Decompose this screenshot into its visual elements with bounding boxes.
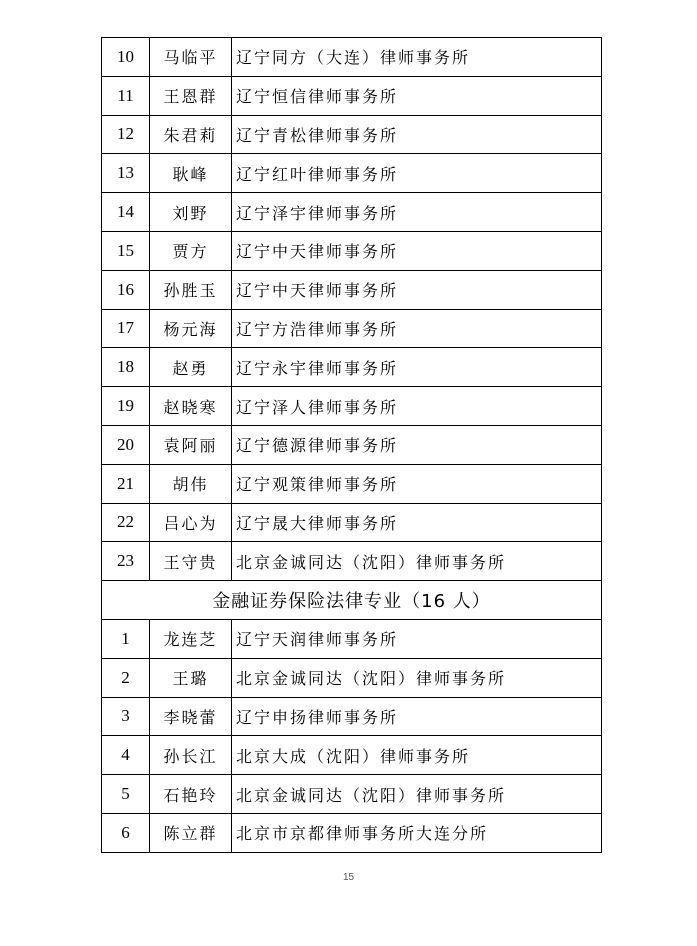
- law-firm: 辽宁泽人律师事务所: [232, 387, 602, 426]
- lawyer-name: 吕心为: [150, 503, 232, 542]
- table-row: [102, 542, 602, 581]
- law-firm: 辽宁晟大律师事务所: [232, 503, 602, 542]
- table-row: [102, 775, 602, 814]
- law-firm: 北京市京都律师事务所大连分所: [232, 813, 602, 852]
- row-number: 15: [102, 231, 150, 270]
- law-firm: 辽宁观策律师事务所: [232, 464, 602, 503]
- lawyer-name: 胡伟: [150, 464, 232, 503]
- table-row: [102, 697, 602, 736]
- lawyer-name: 陈立群: [150, 813, 232, 852]
- table-row: [102, 464, 602, 503]
- row-number: 5: [102, 775, 150, 814]
- row-number: 12: [102, 115, 150, 154]
- row-number: 16: [102, 270, 150, 309]
- table-row: [102, 348, 602, 387]
- row-number: 3: [102, 697, 150, 736]
- row-number: 6: [102, 813, 150, 852]
- table-row: [102, 76, 602, 115]
- law-firm: 辽宁天润律师事务所: [232, 619, 602, 658]
- law-firm: 辽宁中天律师事务所: [232, 270, 602, 309]
- law-firm: 辽宁方浩律师事务所: [232, 309, 602, 348]
- lawyer-name: 王守贵: [150, 542, 232, 581]
- law-firm: 辽宁恒信律师事务所: [232, 76, 602, 115]
- law-firm: 北京金诚同达（沈阳）律师事务所: [232, 775, 602, 814]
- lawyer-name: 王璐: [150, 658, 232, 697]
- row-number: 17: [102, 309, 150, 348]
- row-number: 21: [102, 464, 150, 503]
- lawyer-name: 赵勇: [150, 348, 232, 387]
- table-row: [102, 154, 602, 193]
- lawyer-name: 贾方: [150, 231, 232, 270]
- row-number: 14: [102, 193, 150, 232]
- page-number: 15: [342, 872, 355, 883]
- row-number: 1: [102, 619, 150, 658]
- table-row: [102, 658, 602, 697]
- lawyer-name: 刘野: [150, 193, 232, 232]
- row-number: 18: [102, 348, 150, 387]
- lawyer-name: 李晓蕾: [150, 697, 232, 736]
- lawyer-name: 石艳玲: [150, 775, 232, 814]
- lawyer-name: 杨元海: [150, 309, 232, 348]
- row-number: 19: [102, 387, 150, 426]
- law-firm: 北京大成（沈阳）律师事务所: [232, 736, 602, 775]
- table-row: [102, 309, 602, 348]
- lawyer-name: 朱君莉: [150, 115, 232, 154]
- row-number: 13: [102, 154, 150, 193]
- law-firm: 辽宁永宇律师事务所: [232, 348, 602, 387]
- lawyer-name: 袁阿丽: [150, 425, 232, 464]
- row-number: 20: [102, 425, 150, 464]
- lawyer-name: 赵晓寒: [150, 387, 232, 426]
- law-firm: 辽宁同方（大连）律师事务所: [232, 38, 602, 77]
- law-firm: 北京金诚同达（沈阳）律师事务所: [232, 542, 602, 581]
- table-row: [102, 387, 602, 426]
- law-firm: 辽宁德源律师事务所: [232, 425, 602, 464]
- section-header-row: [102, 581, 602, 620]
- table-row: [102, 813, 602, 852]
- law-firm: 辽宁申扬律师事务所: [232, 697, 602, 736]
- table-row: [102, 231, 602, 270]
- law-firm: 辽宁中天律师事务所: [232, 231, 602, 270]
- row-number: 23: [102, 542, 150, 581]
- row-number: 11: [102, 76, 150, 115]
- lawyer-name: 孙长江: [150, 736, 232, 775]
- lawyer-name: 马临平: [150, 38, 232, 77]
- lawyer-name: 龙连芝: [150, 619, 232, 658]
- lawyer-list-table: [101, 37, 602, 853]
- table-row: [102, 270, 602, 309]
- section-title: 金融证券保险法律专业（16 人）: [102, 581, 602, 620]
- law-firm: 辽宁泽宇律师事务所: [232, 193, 602, 232]
- table-body: [102, 38, 602, 853]
- table-row: [102, 115, 602, 154]
- table-row: [102, 619, 602, 658]
- law-firm: 辽宁红叶律师事务所: [232, 154, 602, 193]
- row-number: 22: [102, 503, 150, 542]
- table-row: [102, 425, 602, 464]
- lawyer-name: 王恩群: [150, 76, 232, 115]
- row-number: 10: [102, 38, 150, 77]
- table-row: [102, 193, 602, 232]
- row-number: 2: [102, 658, 150, 697]
- law-firm: 北京金诚同达（沈阳）律师事务所: [232, 658, 602, 697]
- lawyer-name: 孙胜玉: [150, 270, 232, 309]
- law-firm: 辽宁青松律师事务所: [232, 115, 602, 154]
- table-row: [102, 38, 602, 77]
- table-row: [102, 736, 602, 775]
- lawyer-name: 耿峰: [150, 154, 232, 193]
- table-row: [102, 503, 602, 542]
- row-number: 4: [102, 736, 150, 775]
